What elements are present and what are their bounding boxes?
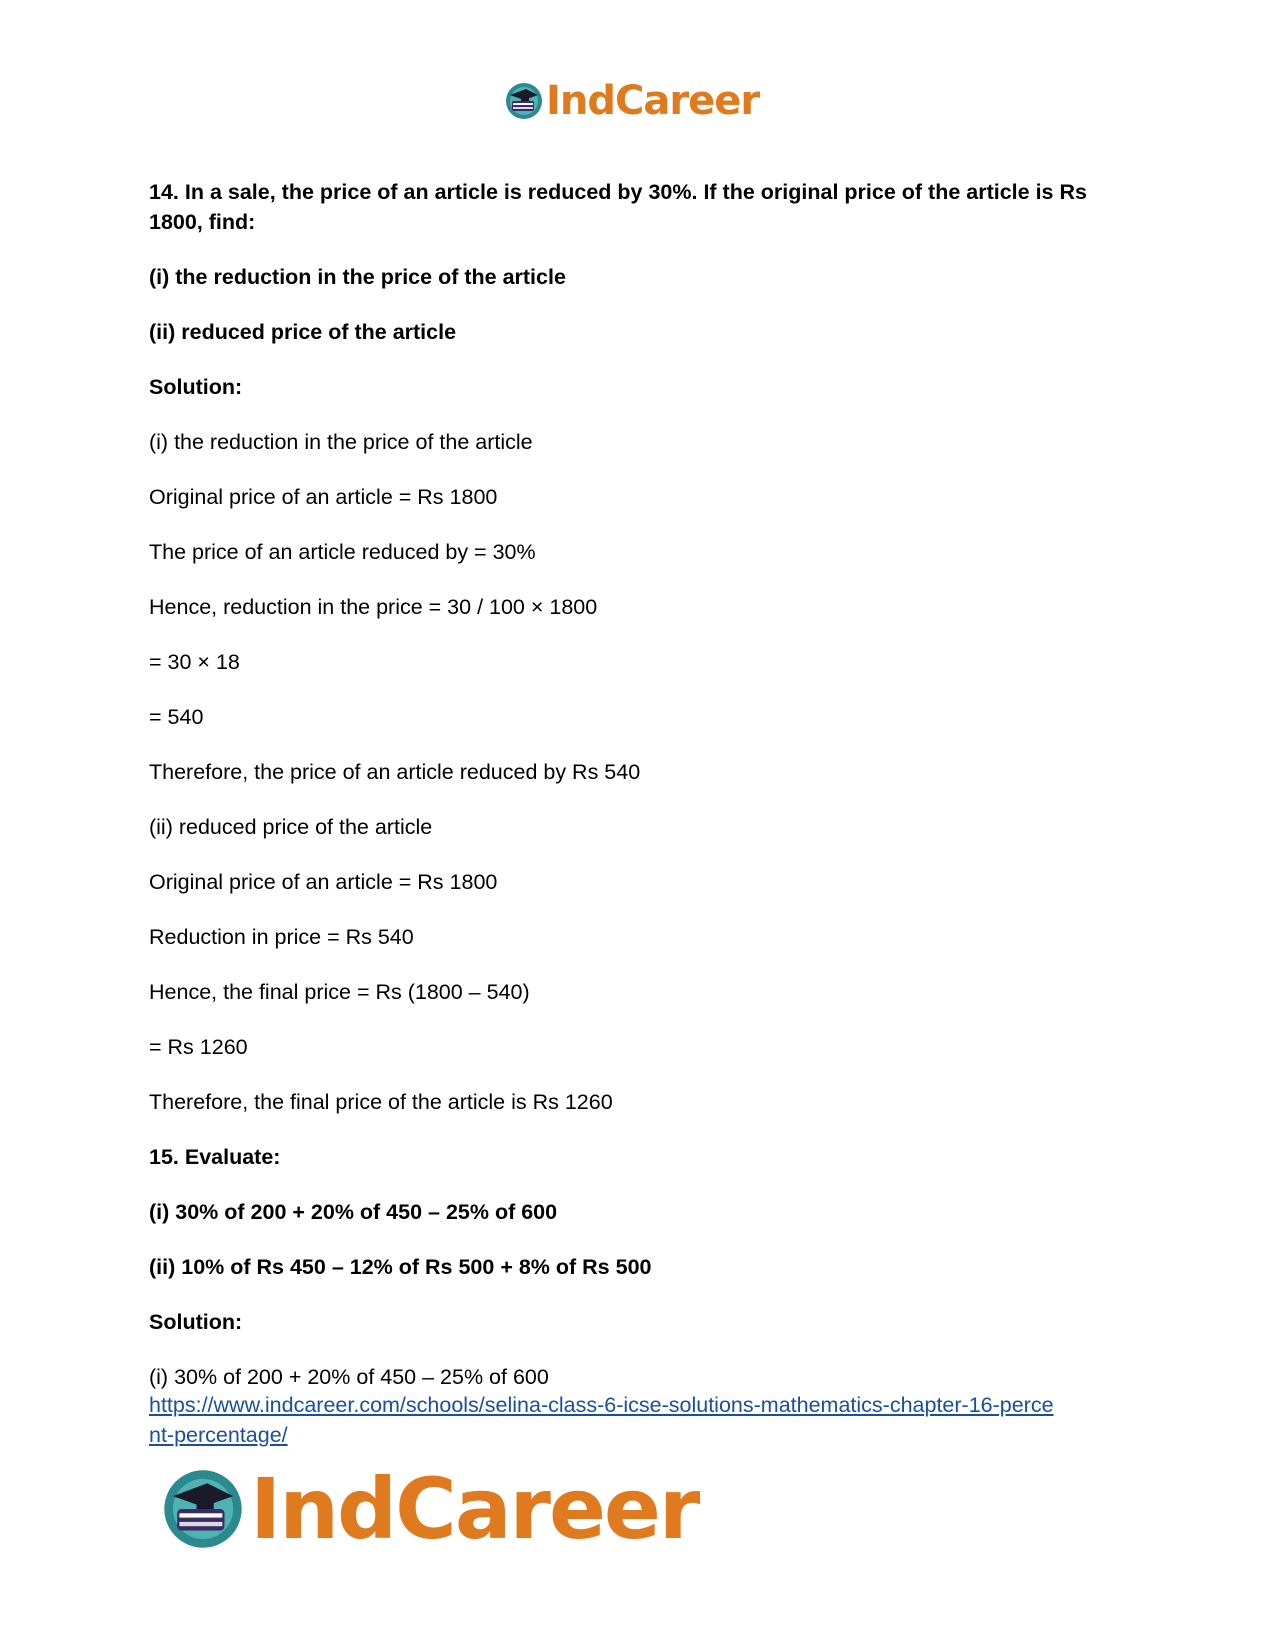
text-line: Solution: [149,375,243,399]
text-line: The price of an article reduced by = 30% [149,540,536,564]
text-line: Original price of an article = Rs 1800 [149,870,498,894]
source-link-line-1[interactable]: https://www.indcareer.com/schools/selina-class-6-icse-solutions-mathematics-chapter-16-perce [149,1393,1054,1417]
logo-wordmark: IndCareer [250,1460,699,1558]
text-line: = Rs 1260 [149,1035,248,1059]
footer-logo [160,1460,698,1558]
text-line: (ii) reduced price of the article [149,815,433,839]
text-line: 14. In a sale, the price of an article is reduced by 30%. If the original price of the article is Rs 1800, find: [149,180,1087,234]
text-line: (i) 30% of 200 + 20% of 450 – 25% of 600 [149,1365,549,1389]
text-line: (ii) reduced price of the article [149,320,457,344]
text-line: 15. Evaluate: [149,1145,281,1169]
text-line: = 30 × 18 [149,650,240,674]
header-logo [504,78,759,124]
text-line: Hence, the final price = Rs (1800 – 540) [149,980,530,1004]
document-body [149,177,1129,1392]
text-line: Therefore, the price of an article reduced by Rs 540 [149,760,641,784]
text-line: Hence, reduction in the price = 30 / 100 × 1800 [149,595,598,619]
graduation-cap-book-icon [160,1466,246,1552]
text-line: Reduction in price = Rs 540 [149,925,414,949]
graduation-cap-book-icon [504,81,544,121]
text-line: (i) 30% of 200 + 20% of 450 – 25% of 600 [149,1200,558,1224]
text-line: Solution: [149,1310,243,1334]
text-line: Therefore, the final price of the article is Rs 1260 [149,1090,613,1114]
text-line: Original price of an article = Rs 1800 [149,485,498,509]
text-line: (i) the reduction in the price of the article [149,430,533,454]
logo-wordmark: IndCareer [546,78,760,124]
text-line: = 540 [149,705,204,729]
source-link[interactable] [149,1390,1129,1450]
text-line: (ii) 10% of Rs 450 – 12% of Rs 500 + 8% of Rs 500 [149,1255,652,1279]
text-line: (i) the reduction in the price of the article [149,265,566,289]
source-link-line-2[interactable]: nt-percentage/ [149,1423,288,1447]
